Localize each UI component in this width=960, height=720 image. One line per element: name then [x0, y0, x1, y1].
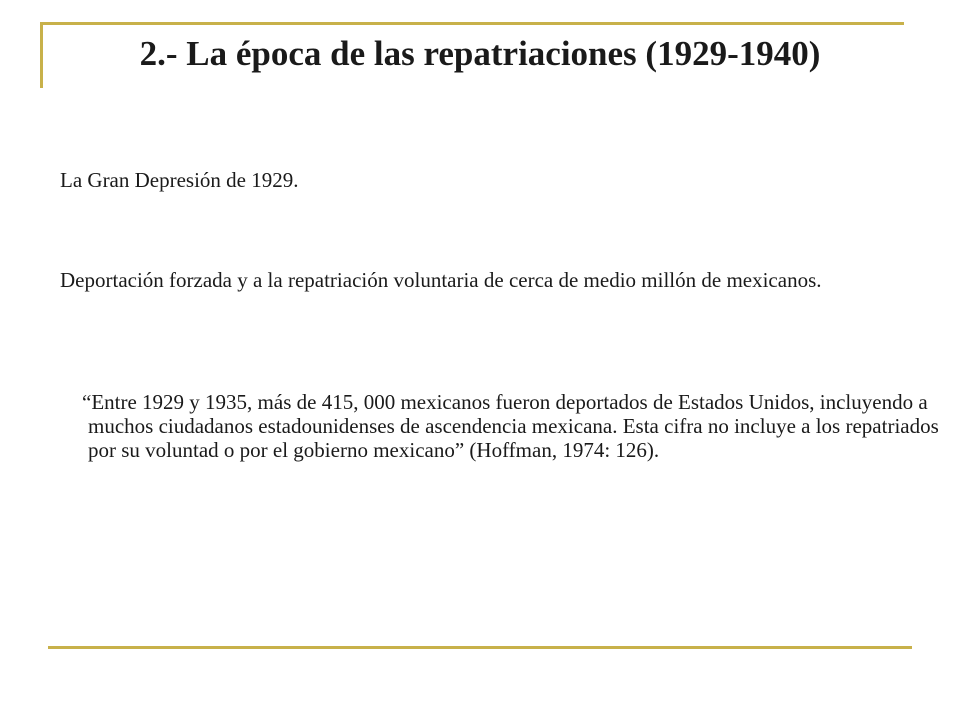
bottom-rule: [48, 646, 912, 649]
bullet-great-depression: La Gran Depresión de 1929.: [60, 168, 299, 192]
quote-hoffman: “Entre 1929 y 1935, más de 415, 000 mexicanos fueron deportados de Estados Unidos, incluyendo a muchos ciudadanos estadounidenses de ascendencia mexicana. Esta cifra no incluye a los repatriados por su voluntad o por el gobierno mexicano” (Hoffman, 1974: 126).: [82, 390, 939, 462]
top-rule: [40, 22, 904, 25]
slide-title: 2.- La época de las repatriaciones (1929-1940): [139, 34, 821, 73]
bullet-deportation: Deportación forzada y a la repatriación voluntaria de cerca de medio millón de mexicanos.: [60, 268, 822, 292]
left-rule: [40, 22, 43, 88]
